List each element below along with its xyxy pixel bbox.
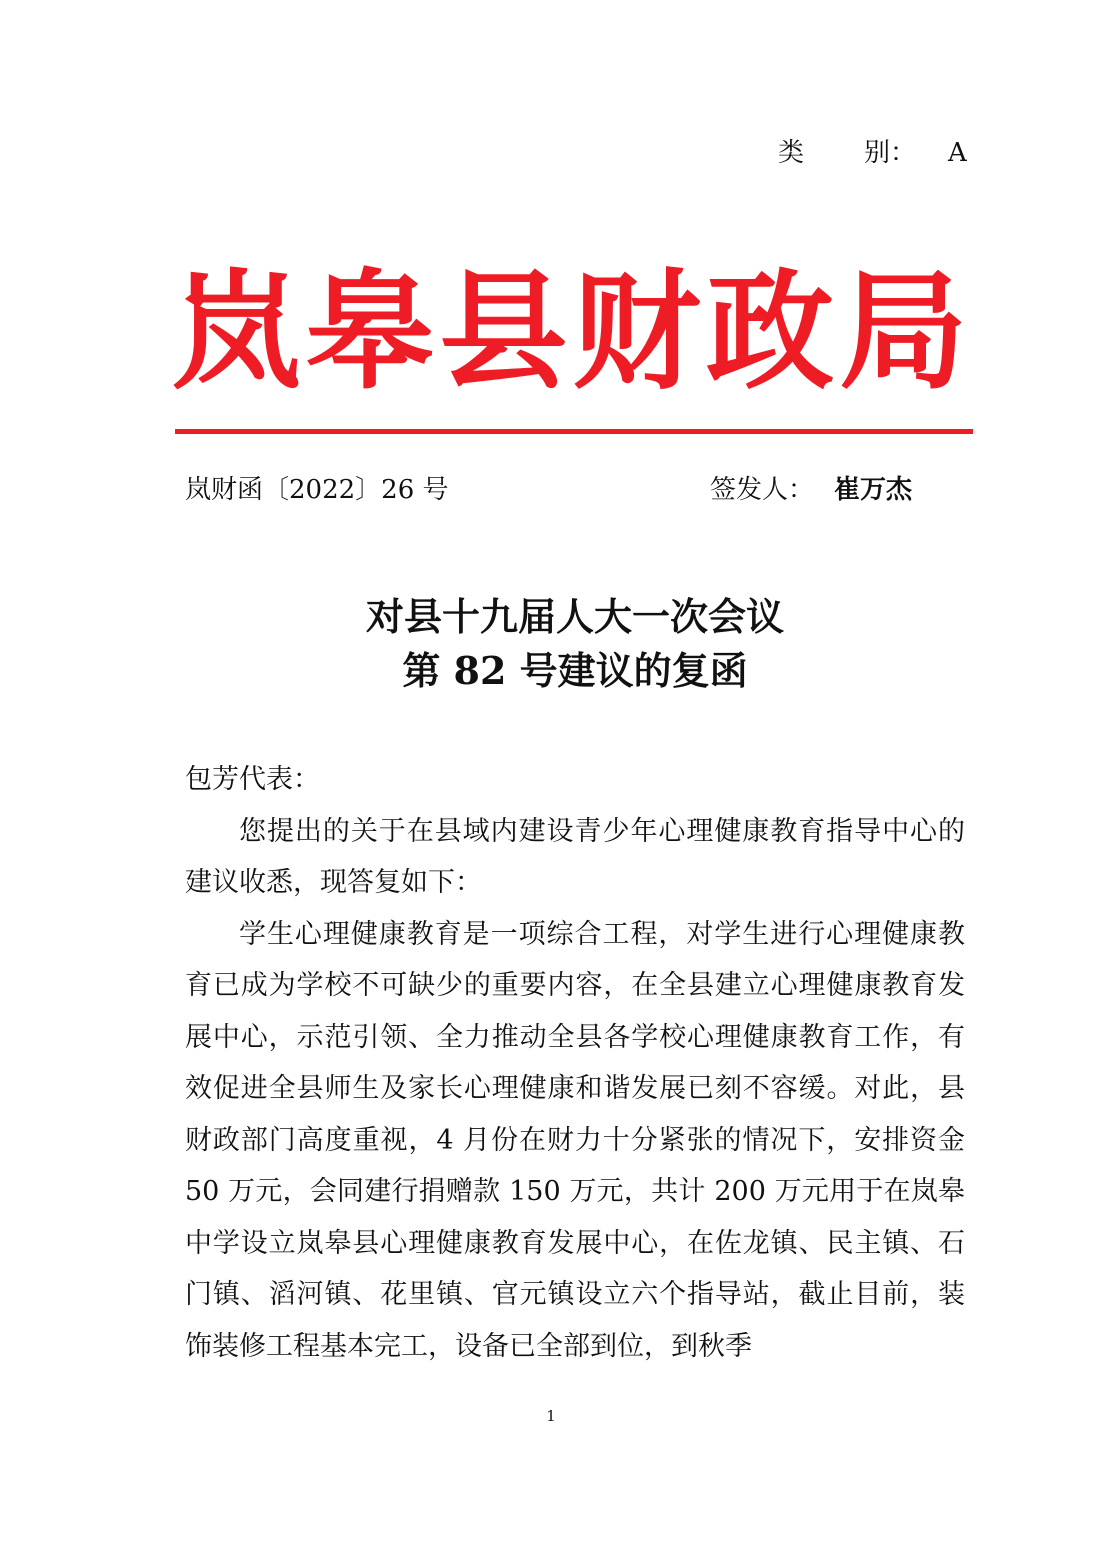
salutation: 包芳代表： xyxy=(185,764,320,795)
masthead-char-5: 政 xyxy=(705,258,834,407)
issuer-label: 签发人： xyxy=(710,475,815,505)
category-label-2: 别： xyxy=(864,138,917,168)
issuer-name: 崔万杰 xyxy=(834,475,913,505)
category-label-1: 类 xyxy=(778,138,805,168)
masthead-char-1: 岚 xyxy=(172,258,301,407)
masthead-char-6: 局 xyxy=(839,258,968,407)
masthead-char-4: 财 xyxy=(572,258,701,407)
document-number: 岚财函〔2022〕26 号 xyxy=(185,475,449,505)
red-divider xyxy=(175,429,973,434)
masthead xyxy=(170,248,970,418)
title-line-1: 对县十九届人大一次会议 xyxy=(365,594,784,639)
masthead-char-3: 县 xyxy=(439,258,568,407)
category-value: A xyxy=(948,138,967,168)
document-body xyxy=(185,754,965,1372)
document-title xyxy=(185,590,965,698)
body-paragraph-1: 您提出的关于在县域内建设青少年心理健康教育指导中心的建议收悉，现答复如下： xyxy=(185,815,965,898)
body-paragraph-2: 学生心理健康教育是一项综合工程，对学生进行心理健康教育已成为学校不可缺少的重要内容，在全县建立心理健康教育发展中心，示范引领、全力推动全县各学校心理健康教育工作，有效促进全县师生及家长心理健康和谐发展已刻不容缓。对此，县财政部门高度重视，4 月份在财力十分紧张的情况下，安排资金 50 万元，会同建行捐赠款 150 万元，共计 200 万元用于在岚皋中学设立岚皋县心理健康教育发展中心，在佐龙镇、民主镇、石门镇、滔河镇、花里镇、官元镇设立六个指导站，截止目前，装饰装修工程基本完工，设备已全部到位，到秋季 xyxy=(185,918,965,1362)
title-line-2: 第 82 号建议的复函 xyxy=(402,648,748,693)
issuer-field xyxy=(710,470,912,510)
masthead-char-2: 皋 xyxy=(305,258,434,407)
page-number: 1 xyxy=(546,1407,556,1425)
category-field xyxy=(760,130,980,176)
